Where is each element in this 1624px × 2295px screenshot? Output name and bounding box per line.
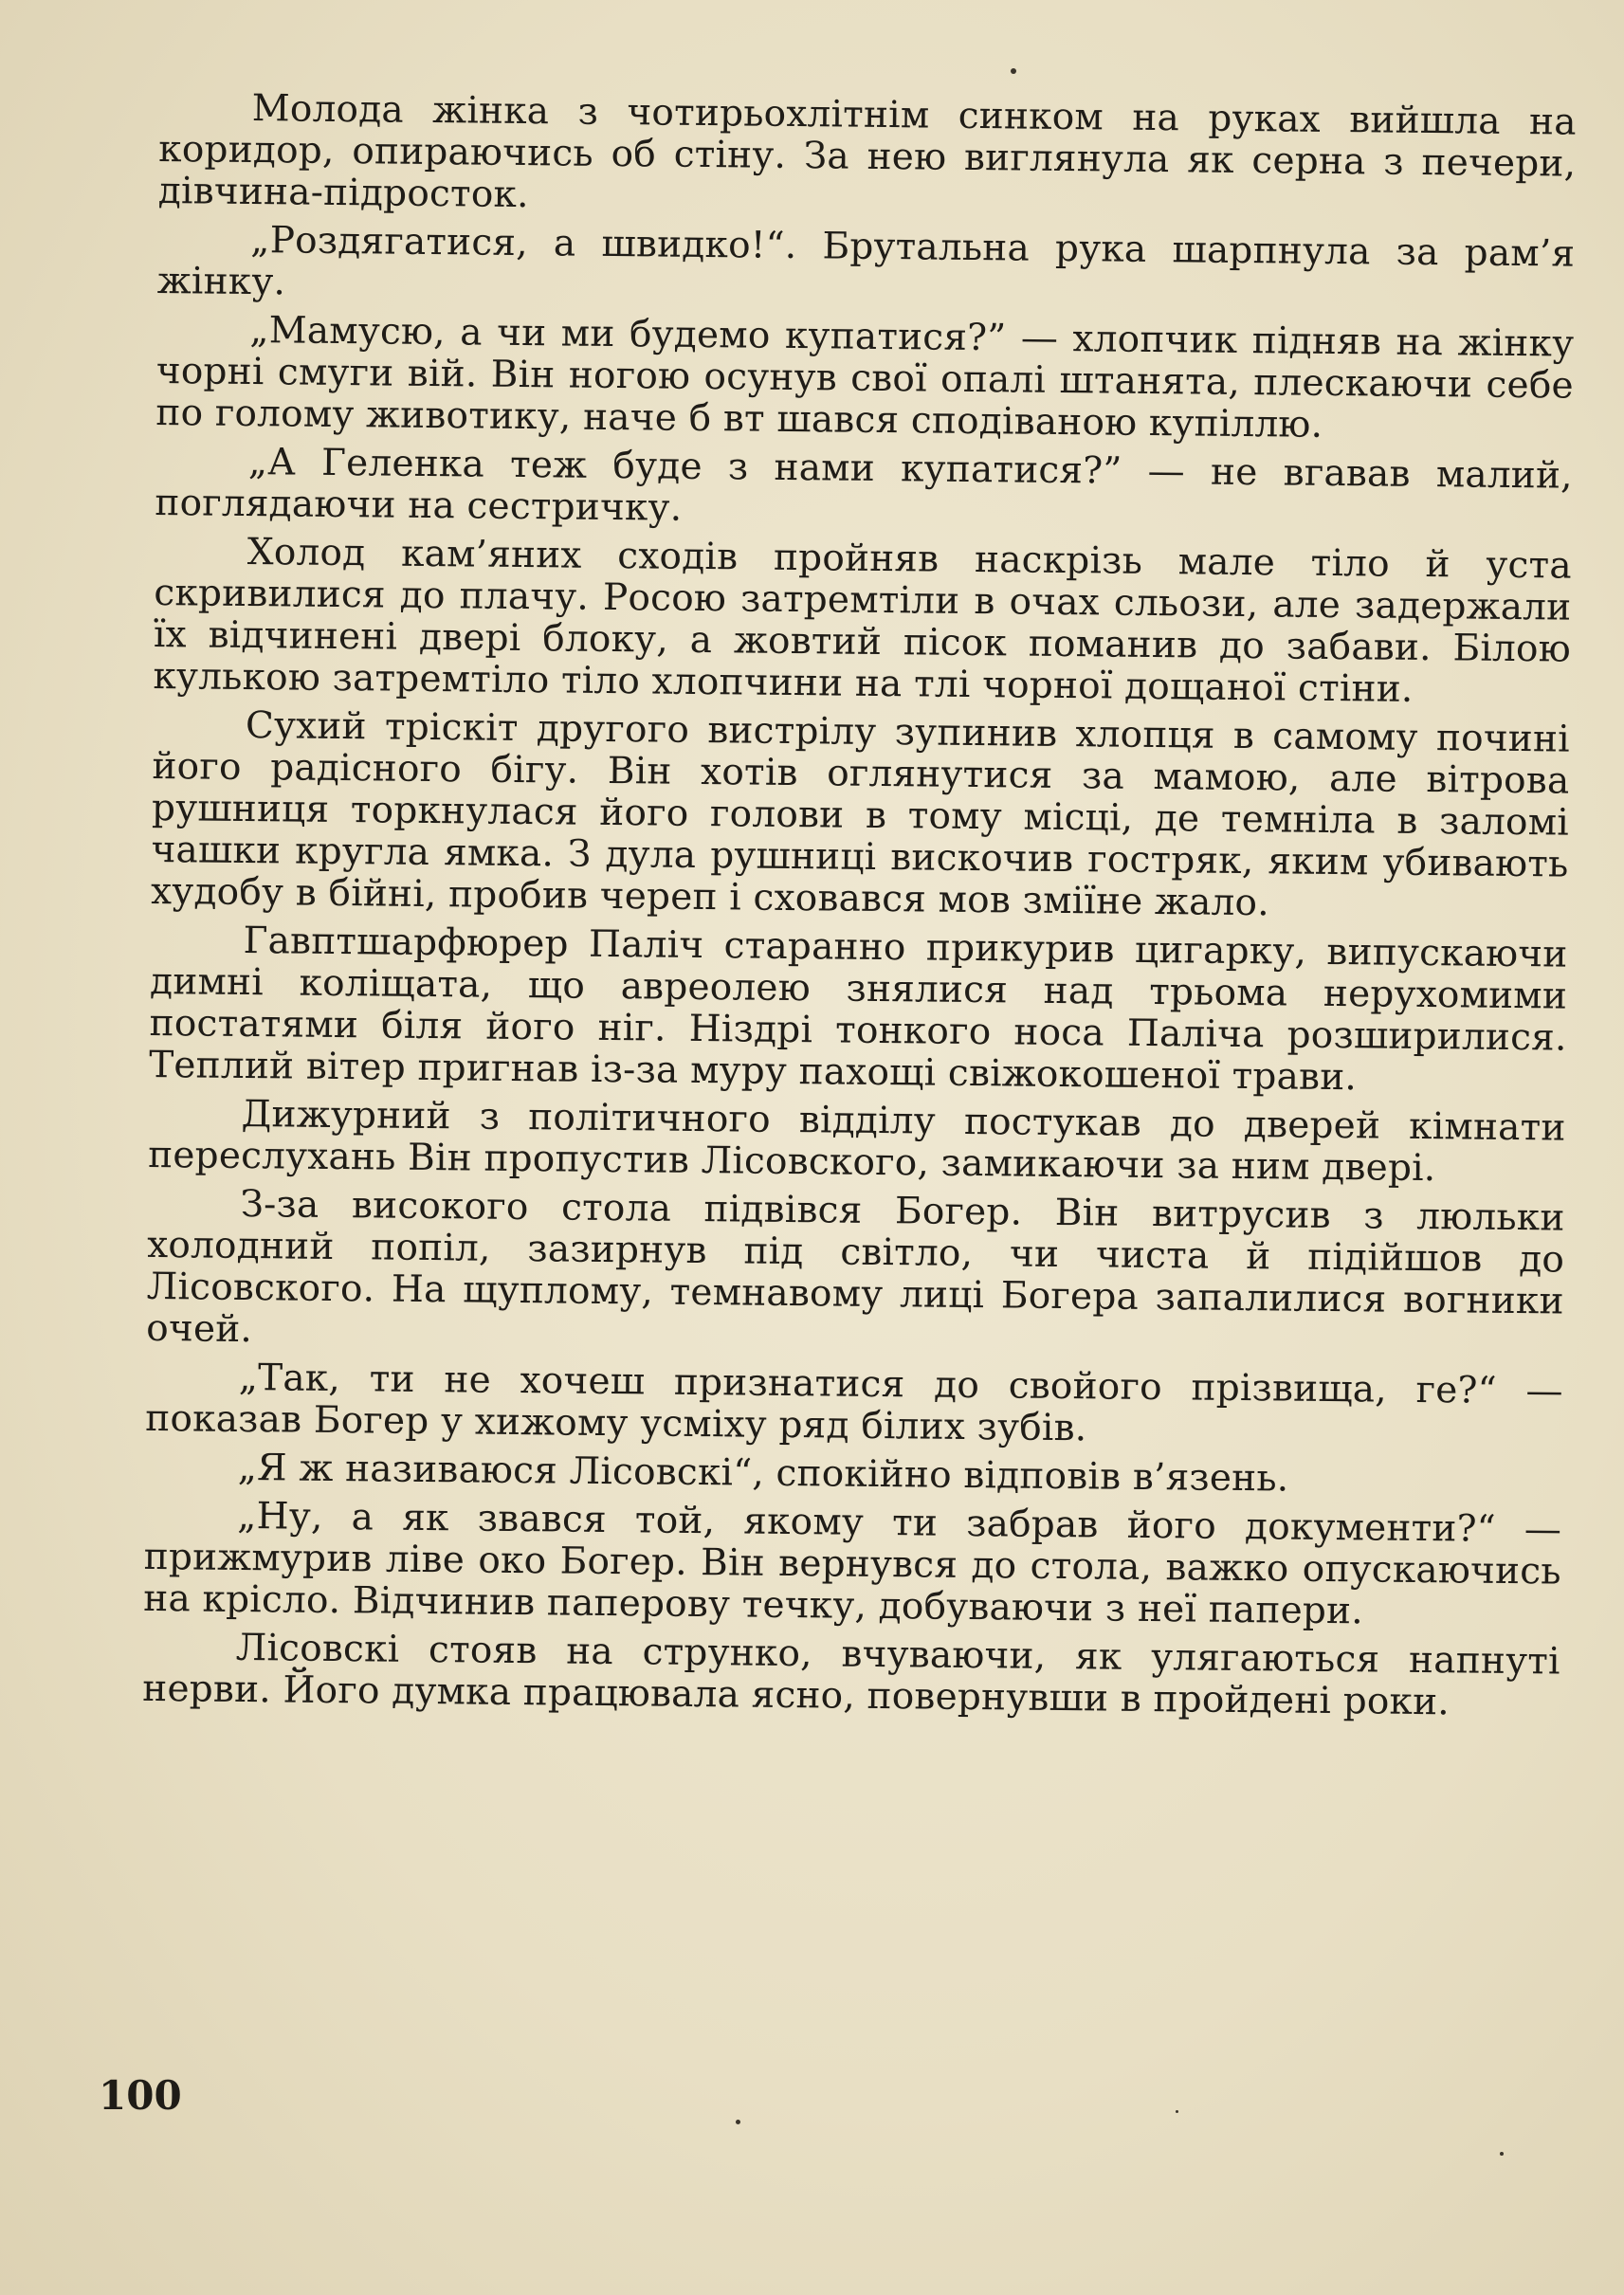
body-text [142,87,1577,1732]
paragraph: „Роздягатися, а швидко!“. Брутальна рука шарпнула за рам’я жінку. [156,219,1576,304]
paragraph: Молода жінка з чотирьохлітнім синком на руках вийшла на коридор, опираючись об стіну. За нею виглянула як серна з печери, дівчина-підросток. [157,87,1577,217]
paragraph: З-за високого стола підвівся Богер. Він витрусив з люльки холодний попіл, зазирнув під світло, чи чиста й підійшов до Лісовского. На щуплому, темнавому лиці Богера запалилися вогники очей. [146,1182,1565,1352]
paragraph: Лісовскі стояв на струнко, вчуваючи, як улягаються напнуті нерви. Його думка працювала ясно, повернувши в пройдені роки. [142,1626,1560,1724]
paragraph: „Мамусю, а чи ми будемо купатися?” — хлопчик підняв на жінку чорні смуги вій. Він ногою осунув свої опалі штанята, плескаючи себе по голому животику, наче б вт шався сподіваною купіллю. [155,309,1575,446]
print-speck [1176,2110,1178,2113]
paragraph: Сухий тріскіт другого вистрілу зупинив хлопця в самому почині його радісного бігу. Він хотів оглянутися за мамою, але вітрова рушниця торкнулася його голови в тому місці, де темніла в заломі чашки кругла ямка. З дула рушниці вискочив гостряк, яким убивають худобу в бійні, пробив череп і сховався мов зміїне жало. [150,703,1571,925]
paragraph: „Ну, а як звався той, якому ти забрав його документи?“ — прижмурив ліве око Богер. Він вернувся до стола, важко опускаючись на крісло. Відчинив паперову течку, добуваючи з неї папери. [143,1494,1562,1633]
page-number: 100 [99,2072,182,2119]
paragraph: Дижурний з політичного відділу постукав до дверей кімнати переслухань Він пропустив Лісовского, замикаючи за ним двері. [147,1092,1566,1191]
print-speck [1500,2152,1504,2156]
paragraph: „А Геленка теж буде з нами купатися?” — не вгавав малий, поглядаючи на сестричку. [155,441,1574,530]
print-speck [1011,68,1016,74]
paragraph: Гавптшарфюрер Паліч старанно прикурив цигарку, випускаючи димні коліщата, що авреолею знялися над трьома нерухомими постатями біля його ніг. Ніздрі тонкого носа Паліча розширилися. Теплий вітер пригнав із-за муру пахощі свіжокошеної трави. [148,919,1568,1100]
paragraph: Холод кам’яних сходів пройняв наскрізь мале тіло й уста скривилися до плачу. Росою затремтіли в очах сльози, але задержали їх відчинені двері блоку, а жовтий пісок поманив до забави. Білою кулькою затремтіло тіло хлопчини на тлі чорної дощаної стіни. [153,531,1573,711]
paragraph: „Так, ти не хочеш признатися до свойого прізвища, ге?“ — показав Богер у хижому усміху ряд білих зубів. [145,1356,1563,1450]
print-speck [736,2120,740,2124]
paragraph: „Я ж називаюся Лісовскі“, спокійно відповів в’язень. [237,1446,1289,1501]
